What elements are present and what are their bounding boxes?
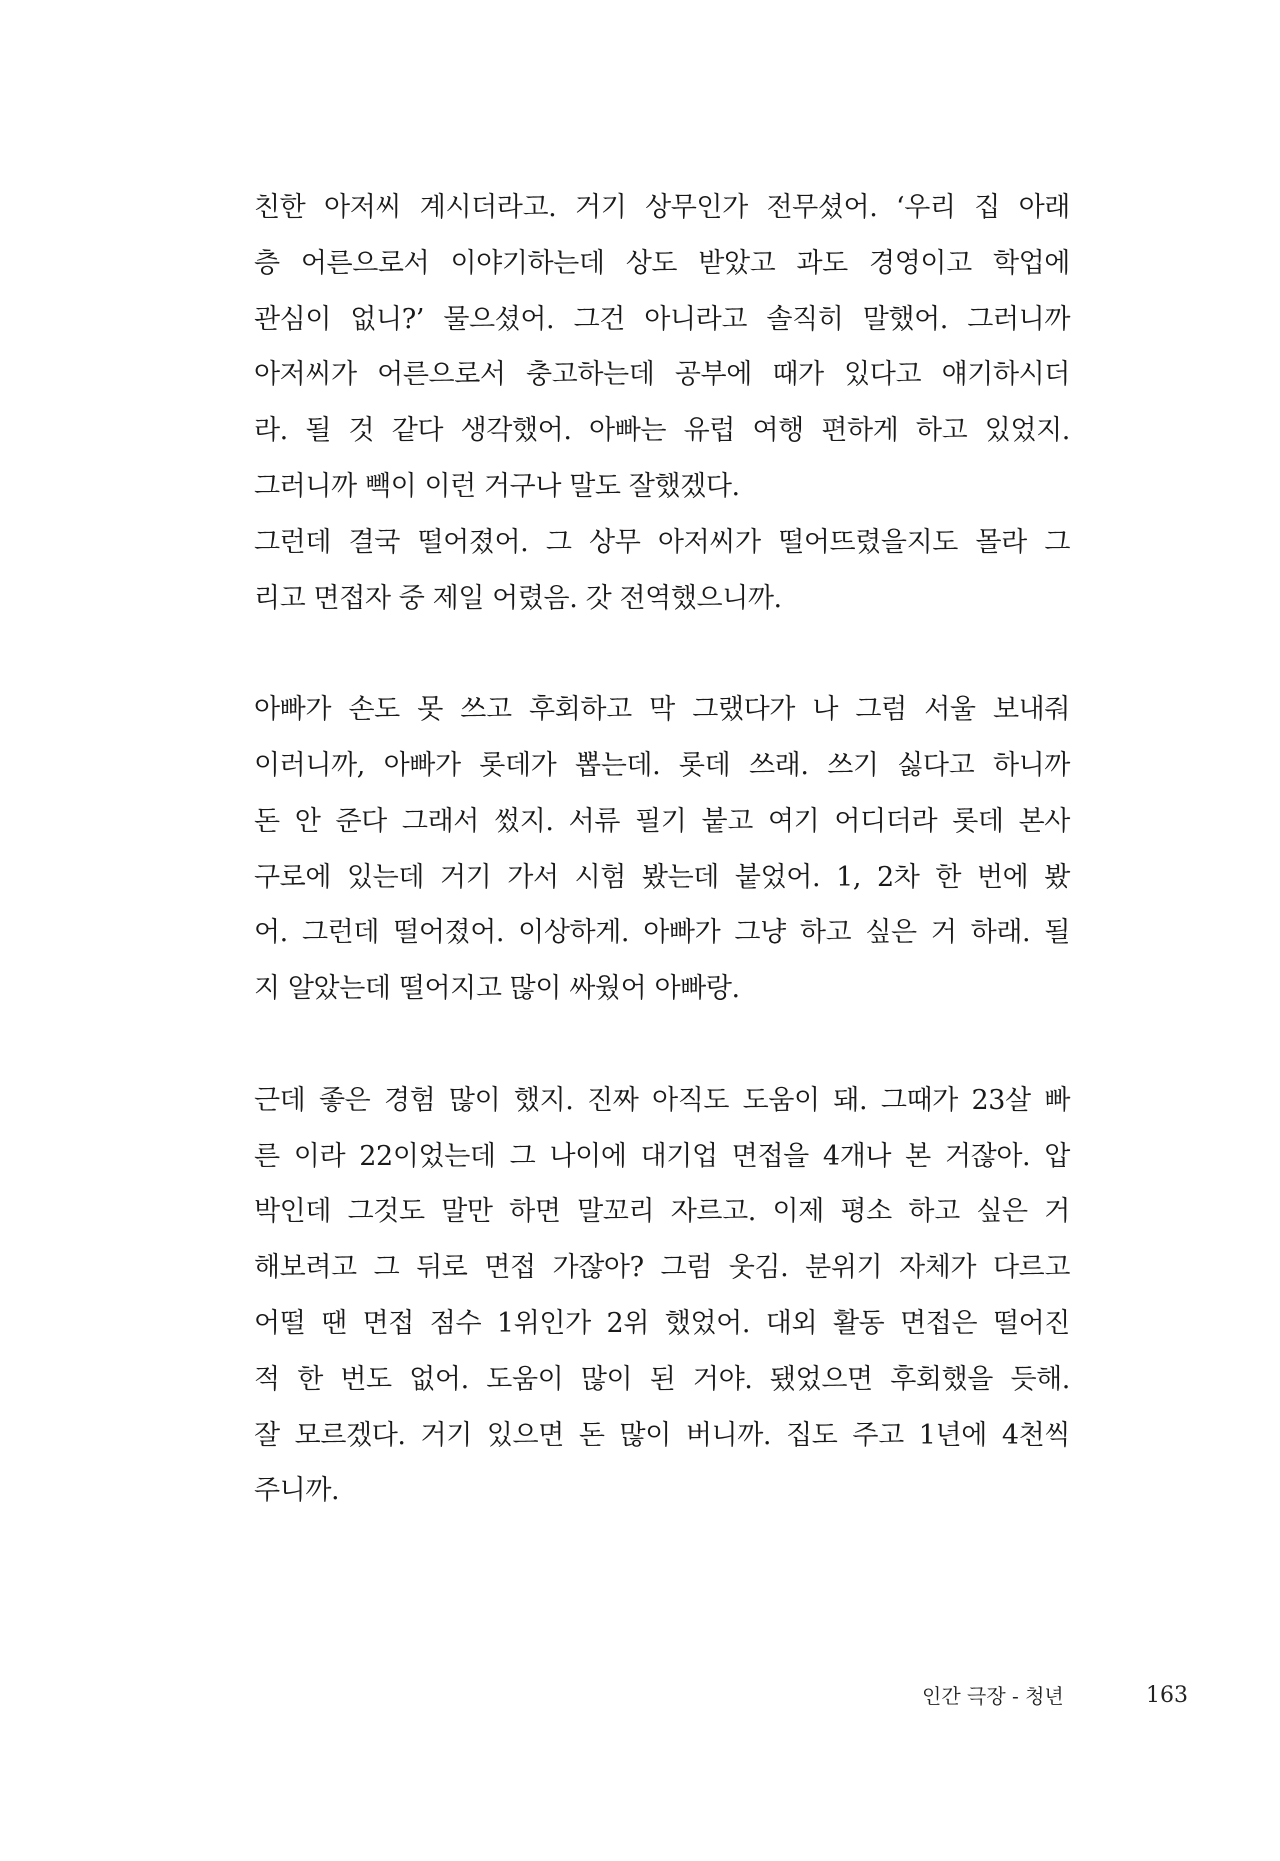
text-line: 돈 안 준다 그래서 썼지. 서류 필기 붙고 여기 어디더라 롯데 본사 — [254, 805, 1070, 837]
text-line: 해보려고 그 뒤로 면접 가잖아? 그럼 웃김. 분위기 자체가 다르고 — [254, 1252, 1070, 1284]
text-line: 박인데 그것도 말만 하면 말꼬리 자르고. 이제 평소 하고 싶은 거 — [254, 1196, 1070, 1228]
text-line: 적 한 번도 없어. 도움이 많이 된 거야. 됐었으면 후회했을 듯해. — [254, 1363, 1070, 1395]
text-line: 잘 모르겠다. 거기 있으면 돈 많이 버니까. 집도 주고 1년에 4천씩 — [254, 1419, 1070, 1451]
text-line: 이러니까, 아빠가 롯데가 뽑는데. 롯데 쓰래. 쓰기 싫다고 하니까 — [254, 749, 1070, 781]
text-line: 관심이 없니?’ 물으셨어. 그건 아니라고 솔직히 말했어. 그러니까 — [254, 303, 1070, 335]
page-number: 163 — [1146, 1683, 1188, 1708]
paragraph-1 — [254, 180, 1070, 626]
text-line: 라. 될 것 같다 생각했어. 아빠는 유럽 여행 편하게 하고 있었지. — [254, 415, 1070, 447]
paragraph-2 — [254, 682, 1070, 1017]
text-line: 아빠가 손도 못 쓰고 후회하고 막 그랬다가 나 그럼 서울 보내줘 — [254, 694, 1070, 726]
paragraph-3 — [254, 1073, 1070, 1519]
text-line: 어떨 땐 면접 점수 1위인가 2위 했었어. 대외 활동 면접은 떨어진 — [254, 1307, 1070, 1339]
running-title: 인간 극장 - 청년 — [922, 1684, 1064, 1708]
text-line: 그런데 결국 떨어졌어. 그 상무 아저씨가 떨어뜨렸을지도 몰라 그 — [254, 526, 1070, 558]
text-line: 지 알았는데 떨어지고 많이 싸웠어 아빠랑. — [254, 973, 740, 1005]
text-line: 층 어른으로서 이야기하는데 상도 받았고 과도 경영이고 학업에 — [254, 247, 1070, 279]
text-line: 어. 그런데 떨어졌어. 이상하게. 아빠가 그냥 하고 싶은 거 하래. 될 — [254, 917, 1070, 949]
body-text — [254, 180, 1070, 1575]
text-line: 근데 좋은 경험 많이 했지. 진짜 아직도 도움이 돼. 그때가 23살 빠 — [254, 1084, 1070, 1116]
text-line: 리고 면접자 중 제일 어렸음. 갓 전역했으니까. — [254, 582, 782, 614]
text-line: 구로에 있는데 거기 가서 시험 봤는데 붙었어. 1, 2차 한 번에 봤 — [254, 861, 1070, 893]
text-line: 친한 아저씨 계시더라고. 거기 상무인가 전무셨어. ‘우리 집 아래 — [254, 192, 1070, 223]
text-line: 른 이라 22이었는데 그 나이에 대기업 면접을 4개나 본 거잖아. 압 — [254, 1140, 1070, 1172]
page-footer — [0, 1676, 1280, 1716]
text-line: 주니까. — [254, 1475, 340, 1507]
text-line: 아저씨가 어른으로서 충고하는데 공부에 때가 있다고 얘기하시더 — [254, 359, 1070, 391]
text-line: 그러니까 빽이 이런 거구나 말도 잘했겠다. — [254, 470, 740, 502]
